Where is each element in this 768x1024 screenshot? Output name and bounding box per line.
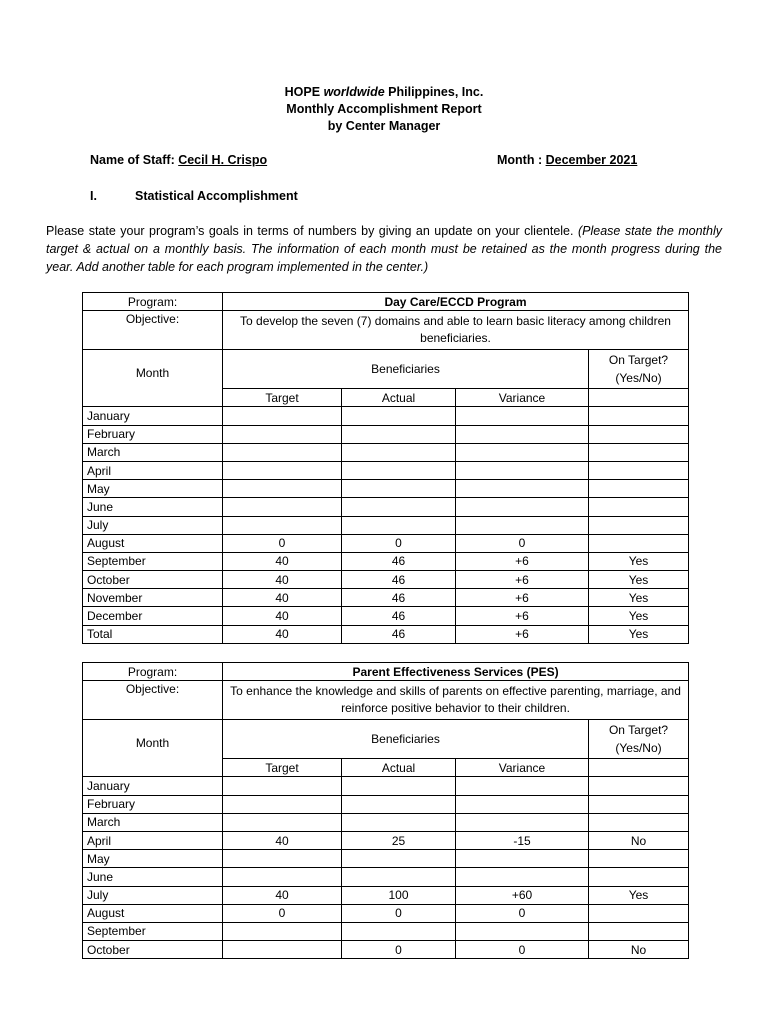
month-cell: September <box>83 922 223 940</box>
table-row <box>83 625 689 643</box>
month-cell: April <box>83 831 223 849</box>
actual-cell: 46 <box>342 552 456 570</box>
target-header: Target <box>223 759 342 777</box>
table-row <box>83 795 689 813</box>
on-target-cell <box>589 461 689 479</box>
target-cell <box>223 461 342 479</box>
target-cell: 40 <box>223 552 342 570</box>
objective-text: To enhance the knowledge and skills of parents on effective parenting, marriage, and reinforce positive behavior to their children. <box>223 681 689 720</box>
month-cell: March <box>83 443 223 461</box>
table-row <box>83 813 689 831</box>
target-cell: 40 <box>223 571 342 589</box>
actual-cell: 46 <box>342 625 456 643</box>
actual-cell <box>342 498 456 516</box>
variance-cell: +60 <box>456 886 589 904</box>
on-target-cell: Yes <box>589 571 689 589</box>
month-cell: July <box>83 886 223 904</box>
variance-cell: +6 <box>456 552 589 570</box>
variance-header: Variance <box>456 389 589 407</box>
actual-cell <box>342 425 456 443</box>
objective-row <box>83 311 689 350</box>
actual-cell <box>342 443 456 461</box>
on-target-cell: No <box>589 831 689 849</box>
report-subtitle: by Center Manager <box>327 119 441 133</box>
on-target-cell: Yes <box>589 552 689 570</box>
on-target-cell <box>589 534 689 552</box>
table-row <box>83 941 689 959</box>
variance-cell: +6 <box>456 607 589 625</box>
objective-label: Objective: <box>83 311 223 350</box>
variance-cell <box>456 443 589 461</box>
target-cell <box>223 425 342 443</box>
table-row <box>83 516 689 534</box>
target-cell <box>223 941 342 959</box>
variance-cell <box>456 498 589 516</box>
target-cell <box>223 516 342 534</box>
accomplishment-table-day-care <box>82 292 689 644</box>
month-cell: June <box>83 498 223 516</box>
month-cell: August <box>83 904 223 922</box>
table-row <box>83 443 689 461</box>
target-cell: 40 <box>223 625 342 643</box>
on-target-cell <box>589 480 689 498</box>
variance-cell <box>456 868 589 886</box>
objective-row <box>83 681 689 720</box>
target-cell: 0 <box>223 904 342 922</box>
on-target-cell <box>589 813 689 831</box>
actual-header: Actual <box>342 759 456 777</box>
report-month <box>497 153 637 167</box>
actual-cell: 46 <box>342 607 456 625</box>
actual-cell <box>342 868 456 886</box>
section-title: Statistical Accomplishment <box>135 189 298 203</box>
variance-cell <box>456 461 589 479</box>
section-heading <box>90 189 298 203</box>
objective-text: To develop the seven (7) domains and able to learn basic literacy among children beneficiaries. <box>223 311 689 350</box>
variance-cell <box>456 795 589 813</box>
actual-cell <box>342 795 456 813</box>
table-row <box>83 922 689 940</box>
section-number: I. <box>90 189 97 203</box>
variance-cell <box>456 813 589 831</box>
header-row <box>83 720 689 759</box>
actual-cell <box>342 461 456 479</box>
on-target-cell: Yes <box>589 625 689 643</box>
on-target-header: On Target? (Yes/No) <box>589 720 689 759</box>
table-row <box>83 480 689 498</box>
on-target-cell: Yes <box>589 607 689 625</box>
table-row <box>83 904 689 922</box>
variance-header: Variance <box>456 759 589 777</box>
target-cell: 40 <box>223 607 342 625</box>
actual-cell <box>342 777 456 795</box>
target-cell: 40 <box>223 886 342 904</box>
month-cell: October <box>83 571 223 589</box>
actual-cell: 0 <box>342 904 456 922</box>
month-cell: April <box>83 461 223 479</box>
actual-cell: 0 <box>342 534 456 552</box>
table-row <box>83 589 689 607</box>
variance-cell <box>456 922 589 940</box>
month-cell: May <box>83 850 223 868</box>
actual-cell: 100 <box>342 886 456 904</box>
variance-cell: -15 <box>456 831 589 849</box>
on-target-cell <box>589 516 689 534</box>
month-cell: Total <box>83 625 223 643</box>
month-header: Month <box>83 720 223 777</box>
table-row <box>83 425 689 443</box>
on-target-cell <box>589 425 689 443</box>
on-target-cell <box>589 850 689 868</box>
month-cell: May <box>83 480 223 498</box>
variance-cell: 0 <box>456 941 589 959</box>
org-name-italic: worldwide <box>323 85 385 99</box>
report-title: Monthly Accomplishment Report <box>286 102 482 116</box>
on-target-cell <box>589 498 689 516</box>
month-cell: January <box>83 777 223 795</box>
program-name: Parent Effectiveness Services (PES) <box>223 663 689 681</box>
accomplishment-table-pes <box>82 662 689 959</box>
actual-cell: 25 <box>342 831 456 849</box>
actual-cell: 46 <box>342 589 456 607</box>
table-row <box>83 498 689 516</box>
on-target-header: On Target? (Yes/No) <box>589 350 689 389</box>
month-cell: March <box>83 813 223 831</box>
table-row <box>83 607 689 625</box>
actual-header: Actual <box>342 389 456 407</box>
program-name: Day Care/ECCD Program <box>223 293 689 311</box>
on-target-cell: Yes <box>589 886 689 904</box>
month-cell: February <box>83 425 223 443</box>
month-cell: November <box>83 589 223 607</box>
variance-cell <box>456 480 589 498</box>
variance-cell <box>456 777 589 795</box>
month-cell: July <box>83 516 223 534</box>
on-target-cell <box>589 904 689 922</box>
on-target-cell <box>589 922 689 940</box>
target-cell <box>223 480 342 498</box>
month-cell: February <box>83 795 223 813</box>
actual-cell <box>342 813 456 831</box>
variance-cell: +6 <box>456 625 589 643</box>
program-label: Program: <box>83 663 223 681</box>
actual-cell <box>342 480 456 498</box>
on-target-cell: Yes <box>589 589 689 607</box>
variance-cell: +6 <box>456 571 589 589</box>
on-target-cell <box>589 777 689 795</box>
table-row <box>83 831 689 849</box>
instructions-paragraph <box>46 222 722 276</box>
staff-name-value: Cecil H. Crispo <box>178 153 268 167</box>
table-row <box>83 534 689 552</box>
target-cell: 40 <box>223 589 342 607</box>
target-cell <box>223 922 342 940</box>
table-row <box>83 850 689 868</box>
actual-cell <box>342 407 456 425</box>
variance-cell <box>456 516 589 534</box>
beneficiaries-header: Beneficiaries <box>223 350 589 389</box>
on-target-cell <box>589 443 689 461</box>
program-row <box>83 663 689 681</box>
table-body <box>83 777 689 959</box>
table-body <box>83 407 689 643</box>
on-target-cell <box>589 868 689 886</box>
month-header: Month <box>83 350 223 407</box>
month-cell: December <box>83 607 223 625</box>
target-cell: 0 <box>223 534 342 552</box>
org-name: HOPE worldwide Philippines, Inc. <box>284 85 484 99</box>
variance-cell <box>456 850 589 868</box>
on-target-cell <box>589 795 689 813</box>
variance-cell <box>456 425 589 443</box>
target-cell <box>223 498 342 516</box>
on-target-cell <box>589 407 689 425</box>
month-cell: August <box>83 534 223 552</box>
variance-cell: +6 <box>456 589 589 607</box>
actual-cell: 0 <box>342 941 456 959</box>
target-cell <box>223 813 342 831</box>
on-target-cell: No <box>589 941 689 959</box>
table-row <box>83 461 689 479</box>
variance-cell: 0 <box>456 534 589 552</box>
target-cell <box>223 850 342 868</box>
table-row <box>83 777 689 795</box>
variance-cell <box>456 407 589 425</box>
target-cell <box>223 868 342 886</box>
target-cell: 40 <box>223 831 342 849</box>
variance-cell: 0 <box>456 904 589 922</box>
target-header: Target <box>223 389 342 407</box>
table-row <box>83 407 689 425</box>
month-cell: October <box>83 941 223 959</box>
instructions-text: Please state your program’s goals in terms of numbers by giving an update on your clientele. <box>46 224 578 238</box>
table-row <box>83 571 689 589</box>
table-row <box>83 868 689 886</box>
staff-info-row <box>90 153 650 167</box>
report-header <box>0 84 768 135</box>
month-cell: September <box>83 552 223 570</box>
month-cell: June <box>83 868 223 886</box>
target-cell <box>223 795 342 813</box>
actual-cell <box>342 850 456 868</box>
month-value: December 2021 <box>545 153 638 167</box>
target-cell <box>223 443 342 461</box>
header-row <box>83 350 689 389</box>
table-row <box>83 552 689 570</box>
month-label: Month : <box>497 153 546 167</box>
actual-cell <box>342 516 456 534</box>
instructions-note: (Please state the monthly target & actual on a monthly basis. The information of each month must be retained as the month progress during the year. Add another table for each program implemented in the center.) <box>46 224 723 274</box>
target-cell <box>223 777 342 795</box>
program-label: Program: <box>83 293 223 311</box>
beneficiaries-header: Beneficiaries <box>223 720 589 759</box>
actual-cell: 46 <box>342 571 456 589</box>
table-row <box>83 886 689 904</box>
actual-cell <box>342 922 456 940</box>
target-cell <box>223 407 342 425</box>
objective-label: Objective: <box>83 681 223 720</box>
program-row <box>83 293 689 311</box>
staff-name-label: Name of Staff: <box>90 153 179 167</box>
month-cell: January <box>83 407 223 425</box>
